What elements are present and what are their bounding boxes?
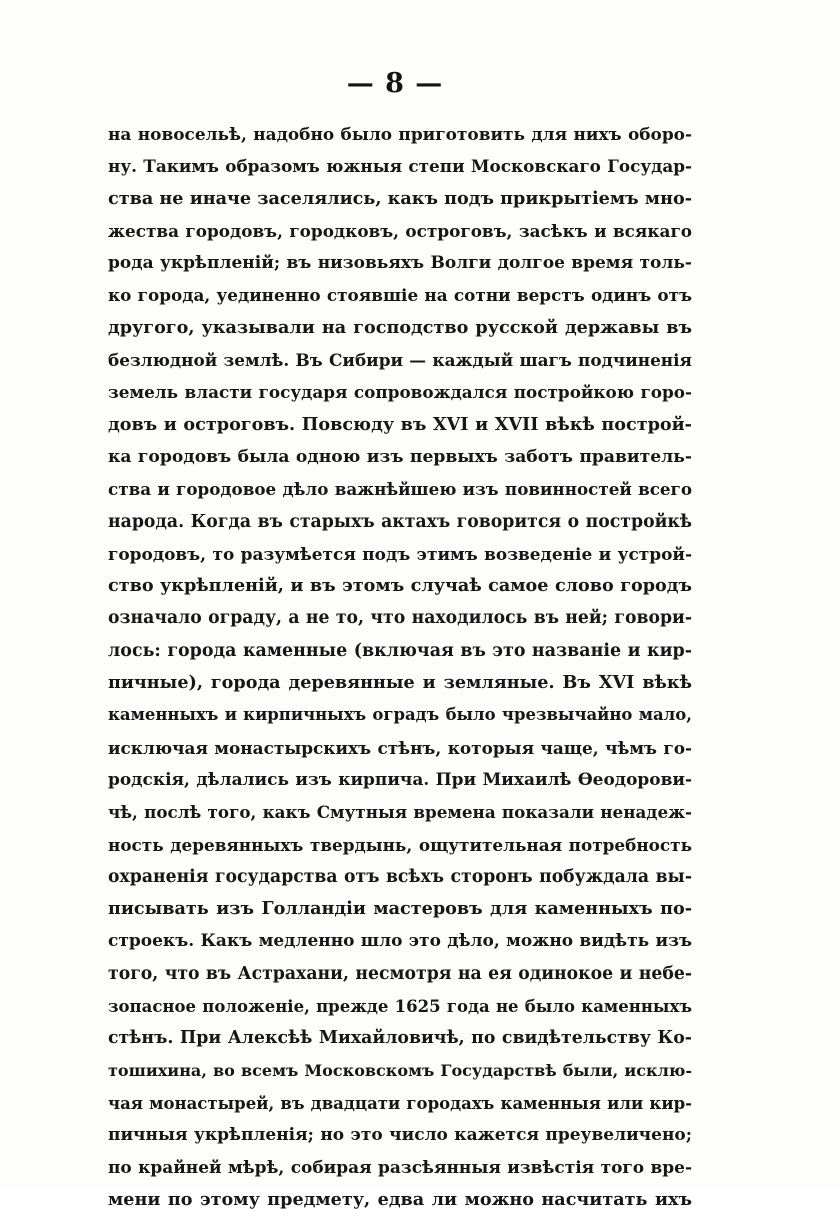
text-line: писывать изъ Голландіи мастеровъ для каменныхъ по- — [108, 898, 692, 920]
text-line: мени по этому предмету, едва ли можно насчитать ихъ — [108, 1188, 692, 1210]
text-line: рода укрѣпленій; въ низовьяхъ Волги долгое время толь- — [108, 253, 692, 274]
text-line: на новосельѣ, надобно было приготовить для нихъ оборо- — [108, 124, 692, 144]
text-line: охраненія государства отъ всѣхъ сторонъ побуждала вы- — [108, 866, 692, 887]
text-line: строекъ. Какъ медленно шло это дѣло, можно видѣть изъ — [108, 931, 692, 952]
text-line: того, что въ Астрахани, несмотря на ея одинокое и небе- — [108, 963, 692, 984]
text-line: по крайней мѣрѣ, собирая разсѣянныя извѣстія того вре- — [108, 1157, 692, 1178]
text-line: другого, указывали на господство русской державы въ — [108, 316, 692, 338]
text-line: тошихина, во всемъ Московскомъ Государствѣ были, исклю- — [108, 1060, 692, 1080]
text-line: безлюдной землѣ. Въ Сибири — каждый шагъ подчиненія — [108, 350, 692, 371]
page-number: — 8 — — [346, 68, 444, 99]
text-line: пичныя укрѣпленія; но это число кажется преувеличено; — [108, 1125, 692, 1146]
text-line: чѣ, послѣ того, какъ Смутныя времена показали ненадеж- — [108, 802, 692, 823]
text-line: родскія, дѣлались изъ кирпича. При Михаилѣ Ѳеодорови- — [108, 769, 692, 790]
text-line: означало ограду, а не то, что находилось въ ней; говори- — [108, 608, 692, 629]
text-line: чая монастырей, въ двадцати городахъ каменныя или кир- — [108, 1092, 692, 1113]
text-line: ко города, уединенно стоявшіе на сотни верстъ одинъ отъ — [108, 285, 692, 306]
text-line: ство укрѣпленій, и въ этомъ случаѣ самое слово городъ — [108, 575, 692, 597]
text-line: исключая монастырскихъ стѣнъ, которыя чаще, чѣмъ го- — [108, 737, 692, 758]
text-line: ность деревянныхъ твердынь, ощутительная потребность — [108, 834, 692, 855]
text-line: народа. Когда въ старыхъ актахъ говорится о постройкѣ — [108, 511, 692, 532]
body-text — [108, 118, 692, 1216]
text-line: лось: города каменные (включая въ это названіе и кир- — [108, 640, 692, 661]
text-line: стѣнъ. При Алексѣѣ Михайловичѣ, по свидѣтельству Ко- — [108, 1028, 692, 1049]
text-line: каменныхъ и кирпичныхъ оградъ было чрезвычайно мало, — [108, 705, 692, 725]
text-line: земель власти государя сопровождался постройкою горо- — [108, 382, 692, 403]
text-line: ну. Такимъ образомъ южныя степи Московскаго Государ- — [108, 156, 692, 177]
text-line: ства и городовое дѣло важнѣйшею изъ повинностей всего — [108, 479, 692, 500]
text-line: ка городовъ была одною изъ первыхъ заботъ правитель- — [108, 446, 692, 467]
text-line: городовъ, то разумѣется подъ этимъ возведеніе и устрой- — [108, 543, 692, 564]
text-line: пичные), города деревянные и земляные. Въ XVI вѣкѣ — [108, 672, 692, 694]
text-line: ства не иначе заселялись, какъ подъ прикрытіемъ мно- — [108, 187, 692, 209]
text-line: жества городовъ, городковъ, остроговъ, засѣкъ и всякаго — [108, 220, 692, 241]
text-line: довъ и остроговъ. Повсюду въ XVI и XVII вѣкѣ построй- — [108, 413, 692, 435]
text-line: зопасное положеніе, прежде 1625 года не было каменныхъ — [108, 996, 692, 1017]
